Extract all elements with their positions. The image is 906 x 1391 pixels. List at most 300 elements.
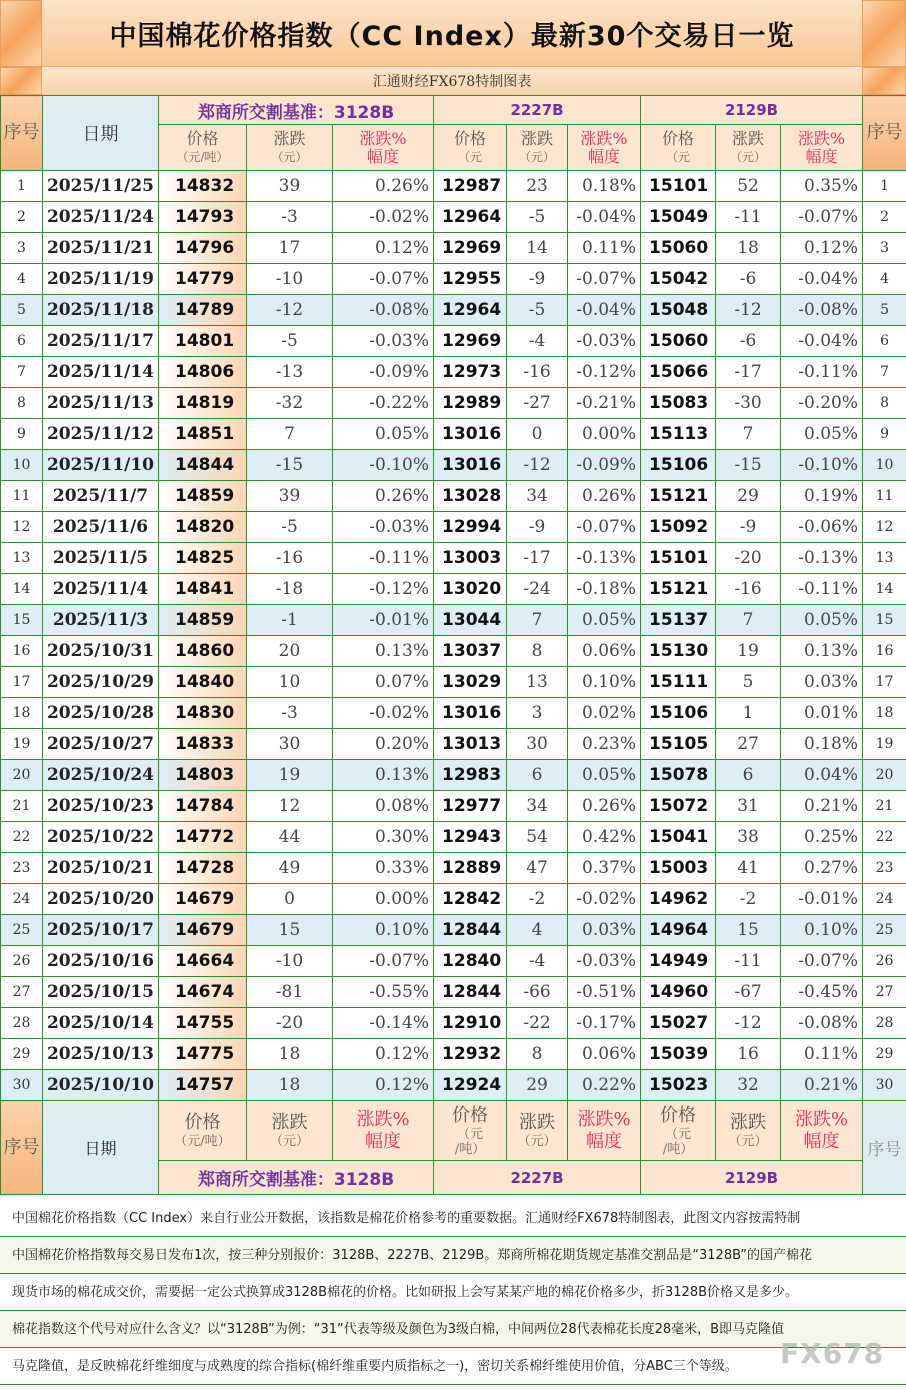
row-date: 2025/11/7 [43,481,159,512]
header-group-3128b: 郑商所交割基准：3128B [159,96,434,125]
price-3128b: 14806 [159,357,247,388]
row-seq: 5 [1,295,43,326]
price-3128b: 14775 [159,1039,247,1070]
price-3128b: 14789 [159,295,247,326]
pct-3128b: -0.08% [333,295,434,326]
change-2129b: 7 [716,419,781,450]
row-seq-right: 21 [863,791,906,822]
price-3128b: 14820 [159,512,247,543]
price-3128b: 14674 [159,977,247,1008]
table-row [1,915,906,946]
row-seq: 20 [1,760,43,791]
price-2227b: 12889 [434,853,507,884]
pct-2129b: 0.11% [781,1039,863,1070]
price-2227b: 13029 [434,667,507,698]
change-2129b: -6 [716,326,781,357]
change-2227b: 14 [507,233,568,264]
row-seq: 27 [1,977,43,1008]
change-2227b: -5 [507,202,568,233]
price-3128b: 14784 [159,791,247,822]
row-seq-right: 6 [863,326,906,357]
change-2227b: 13 [507,667,568,698]
row-seq: 6 [1,326,43,357]
price-2129b: 15092 [641,512,716,543]
price-2227b: 13003 [434,543,507,574]
pct-2227b: 0.11% [568,233,641,264]
row-date: 2025/11/12 [43,419,159,450]
pct-3128b: -0.11% [333,543,434,574]
table-row [1,357,906,388]
price-2129b: 15027 [641,1008,716,1039]
pct-2129b: 0.03% [781,667,863,698]
pct-2129b: 0.27% [781,853,863,884]
footer-price-2227b: 价格 （元 /吨） [434,1101,507,1161]
footer-seq-right: 序号 [863,1101,906,1195]
row-seq: 4 [1,264,43,295]
change-2227b: -12 [507,450,568,481]
change-3128b: 39 [247,481,333,512]
row-seq: 11 [1,481,43,512]
price-2129b: 14964 [641,915,716,946]
price-2227b: 12844 [434,915,507,946]
change-2227b: 23 [507,171,568,202]
table-row [1,822,906,853]
change-2227b: -17 [507,543,568,574]
change-2129b: 18 [716,233,781,264]
row-seq-right: 2 [863,202,906,233]
change-2129b: 15 [716,915,781,946]
pct-3128b: 0.12% [333,233,434,264]
pct-2129b: 0.05% [781,419,863,450]
pct-2129b: 0.05% [781,605,863,636]
pct-2129b: -0.04% [781,264,863,295]
change-2129b: 32 [716,1070,781,1101]
pct-3128b: -0.02% [333,202,434,233]
row-seq-right: 23 [863,853,906,884]
price-2129b: 15048 [641,295,716,326]
table-row [1,1070,906,1101]
table-row [1,450,906,481]
change-2227b: 47 [507,853,568,884]
pct-2129b: 0.13% [781,636,863,667]
row-date: 2025/11/21 [43,233,159,264]
pct-3128b: 0.05% [333,419,434,450]
header-pct-3128b: 涨跌% 幅度 [333,125,434,171]
header-pct-2129b: 涨跌% 幅度 [781,125,863,171]
footer-price-2129b: 价格 （元 /吨） [641,1101,716,1161]
price-3128b: 14772 [159,822,247,853]
watermark-logo: FX678 [780,1337,885,1370]
change-2227b: -16 [507,357,568,388]
change-3128b: -18 [247,574,333,605]
change-3128b: 49 [247,853,333,884]
price-2129b: 14949 [641,946,716,977]
pct-2227b: -0.09% [568,450,641,481]
price-2129b: 15101 [641,543,716,574]
row-seq-right: 14 [863,574,906,605]
note-line: 棉花指数这个代号对应什么含义？以“3128B”为例：“31”代表等级及颜色为3级白棉，中间两位28代表棉花长度28毫米，B即马克隆值 [0,1311,906,1348]
pct-2129b: 0.04% [781,760,863,791]
change-2227b: -66 [507,977,568,1008]
table-row [1,574,906,605]
header-group-2227b: 2227B [434,96,641,125]
table-row [1,481,906,512]
table-row [1,264,906,295]
price-2227b: 13020 [434,574,507,605]
pct-3128b: 0.12% [333,1039,434,1070]
row-date: 2025/11/10 [43,450,159,481]
price-2227b: 12932 [434,1039,507,1070]
change-2227b: 34 [507,791,568,822]
row-seq-right: 7 [863,357,906,388]
footer-group-2227b: 2227B [434,1161,641,1195]
pct-2227b: 0.02% [568,698,641,729]
row-date: 2025/10/31 [43,636,159,667]
pct-3128b: 0.08% [333,791,434,822]
change-3128b: 18 [247,1039,333,1070]
row-seq-right: 8 [863,388,906,419]
price-2129b: 15003 [641,853,716,884]
price-2129b: 14960 [641,977,716,1008]
footer-seq: 序号 [1,1101,43,1195]
price-2129b: 15106 [641,450,716,481]
change-3128b: 30 [247,729,333,760]
price-table [0,95,906,1195]
price-2227b: 12987 [434,171,507,202]
row-seq-right: 19 [863,729,906,760]
price-2129b: 15105 [641,729,716,760]
change-2129b: -67 [716,977,781,1008]
header-price-2129b: 价格 （元 [641,125,716,171]
change-2129b: 19 [716,636,781,667]
pct-2227b: -0.18% [568,574,641,605]
pct-2129b: -0.20% [781,388,863,419]
change-2227b: 3 [507,698,568,729]
pct-2129b: -0.08% [781,295,863,326]
price-2227b: 13016 [434,450,507,481]
note-line: 马克隆值，是反映棉花纤维细度与成熟度的综合指标(棉纤维重要内质指标之一)，密切关系棉纤维使用价值，分ABC三个等级。 [0,1348,906,1385]
table-row [1,512,906,543]
row-seq: 14 [1,574,43,605]
header-date: 日期 [43,96,159,171]
price-2129b: 15039 [641,1039,716,1070]
row-date: 2025/11/25 [43,171,159,202]
change-3128b: 19 [247,760,333,791]
footer-change-2227b: 涨跌 （元） [507,1101,568,1161]
header-change-3128b: 涨跌 （元） [247,125,333,171]
change-2129b: -9 [716,512,781,543]
change-3128b: -10 [247,264,333,295]
change-2129b: -12 [716,1008,781,1039]
price-2227b: 12840 [434,946,507,977]
price-3128b: 14793 [159,202,247,233]
table-row [1,977,906,1008]
row-seq-right: 1 [863,171,906,202]
pct-2227b: 0.05% [568,605,641,636]
row-date: 2025/10/24 [43,760,159,791]
row-date: 2025/10/27 [43,729,159,760]
footer-price-3128b: 价格 （元/吨） [159,1101,247,1161]
page-title: 中国棉花价格指数（CC Index）最新30个交易日一览 [42,0,862,67]
footer-group-3128b: 郑商所交割基准：3128B [159,1161,434,1195]
change-2129b: -30 [716,388,781,419]
price-3128b: 14833 [159,729,247,760]
row-date: 2025/11/17 [43,326,159,357]
change-3128b: -32 [247,388,333,419]
pct-2227b: 0.26% [568,481,641,512]
price-3128b: 14801 [159,326,247,357]
pct-3128b: 0.07% [333,667,434,698]
change-2129b: 27 [716,729,781,760]
corner-decoration-top-right [862,0,906,67]
price-3128b: 14755 [159,1008,247,1039]
table-row [1,295,906,326]
row-seq-right: 3 [863,233,906,264]
pct-2227b: 0.18% [568,171,641,202]
row-seq-right: 13 [863,543,906,574]
price-2129b: 15049 [641,202,716,233]
row-seq: 12 [1,512,43,543]
row-seq: 3 [1,233,43,264]
price-3128b: 14860 [159,636,247,667]
row-date: 2025/10/14 [43,1008,159,1039]
price-2227b: 12844 [434,977,507,1008]
footer-pct-2227b: 涨跌% 幅度 [568,1101,641,1161]
pct-2129b: 0.21% [781,1070,863,1101]
row-seq-right: 20 [863,760,906,791]
price-2227b: 12983 [434,760,507,791]
change-3128b: -3 [247,202,333,233]
price-3128b: 14819 [159,388,247,419]
pct-2227b: -0.07% [568,264,641,295]
pct-2227b: 0.05% [568,760,641,791]
row-seq-right: 24 [863,884,906,915]
row-seq: 19 [1,729,43,760]
note-line: 中国棉花价格指数（CC Index）来自行业公开数据，该指数是棉花价格参考的重要数据。汇通财经FX678特制图表，此图文内容按需特制 [0,1200,906,1237]
price-2227b: 12943 [434,822,507,853]
row-date: 2025/11/19 [43,264,159,295]
pct-3128b: -0.03% [333,512,434,543]
row-seq-right: 30 [863,1070,906,1101]
change-2227b: 6 [507,760,568,791]
table-row [1,667,906,698]
change-3128b: -15 [247,450,333,481]
footer-change-3128b: 涨跌 （元） [247,1101,333,1161]
price-2227b: 12955 [434,264,507,295]
pct-2129b: -0.06% [781,512,863,543]
pct-2227b: -0.51% [568,977,641,1008]
change-3128b: 18 [247,1070,333,1101]
change-2129b: 41 [716,853,781,884]
pct-2227b: 0.00% [568,419,641,450]
change-2227b: 7 [507,605,568,636]
price-3128b: 14679 [159,884,247,915]
pct-3128b: -0.14% [333,1008,434,1039]
price-2129b: 15137 [641,605,716,636]
pct-2129b: 0.18% [781,729,863,760]
price-2129b: 15111 [641,667,716,698]
price-3128b: 14840 [159,667,247,698]
price-2227b: 13016 [434,698,507,729]
pct-2227b: 0.26% [568,791,641,822]
change-3128b: 10 [247,667,333,698]
row-seq: 8 [1,388,43,419]
table-row [1,1008,906,1039]
price-3128b: 14679 [159,915,247,946]
pct-3128b: -0.22% [333,388,434,419]
row-seq: 13 [1,543,43,574]
pct-2227b: -0.12% [568,357,641,388]
change-2227b: -4 [507,946,568,977]
pct-2129b: 0.25% [781,822,863,853]
change-2129b: 16 [716,1039,781,1070]
row-seq: 23 [1,853,43,884]
price-3128b: 14841 [159,574,247,605]
pct-2227b: 0.10% [568,667,641,698]
price-3128b: 14830 [159,698,247,729]
row-seq-right: 22 [863,822,906,853]
change-2227b: 0 [507,419,568,450]
change-3128b: 15 [247,915,333,946]
pct-2129b: 0.21% [781,791,863,822]
price-2129b: 15101 [641,171,716,202]
pct-2227b: -0.04% [568,202,641,233]
row-date: 2025/10/10 [43,1070,159,1101]
row-seq-right: 25 [863,915,906,946]
price-3128b: 14779 [159,264,247,295]
change-2129b: 31 [716,791,781,822]
pct-3128b: -0.55% [333,977,434,1008]
change-3128b: 0 [247,884,333,915]
row-seq-right: 5 [863,295,906,326]
footer-pct-2129b: 涨跌% 幅度 [781,1101,863,1161]
row-seq: 25 [1,915,43,946]
change-2129b: -20 [716,543,781,574]
price-2227b: 13016 [434,419,507,450]
row-date: 2025/11/24 [43,202,159,233]
price-3128b: 14844 [159,450,247,481]
pct-3128b: -0.07% [333,946,434,977]
table-row [1,202,906,233]
pct-2129b: -0.10% [781,450,863,481]
pct-2227b: -0.03% [568,326,641,357]
pct-3128b: -0.12% [333,574,434,605]
pct-2227b: 0.06% [568,636,641,667]
row-seq: 9 [1,419,43,450]
header-price-3128b: 价格 （元/吨） [159,125,247,171]
row-date: 2025/10/15 [43,977,159,1008]
header-seq: 序号 [1,96,43,171]
footer-date: 日期 [43,1101,159,1195]
price-2129b: 15066 [641,357,716,388]
price-2129b: 15078 [641,760,716,791]
change-2227b: -2 [507,884,568,915]
pct-3128b: 0.13% [333,636,434,667]
price-2227b: 12989 [434,388,507,419]
change-2227b: 8 [507,1039,568,1070]
row-seq: 18 [1,698,43,729]
price-2227b: 12994 [434,512,507,543]
chart-source-label: 汇通财经FX678特制图表 [42,67,862,95]
pct-2227b: 0.03% [568,915,641,946]
change-2227b: 8 [507,636,568,667]
table-row [1,388,906,419]
table-row [1,884,906,915]
row-date: 2025/10/17 [43,915,159,946]
note-line: 现货市场的棉花成交价，需要据一定公式换算成3128B棉花的价格。比如研报上会写某某产地的棉花价格多少，折3128B价格又是多少。 [0,1274,906,1311]
table-row [1,760,906,791]
row-seq: 1 [1,171,43,202]
pct-2129b: -0.07% [781,946,863,977]
price-3128b: 14664 [159,946,247,977]
price-3128b: 14803 [159,760,247,791]
pct-2227b: 0.22% [568,1070,641,1101]
row-date: 2025/11/14 [43,357,159,388]
table-row [1,419,906,450]
price-2129b: 15060 [641,326,716,357]
change-2227b: -4 [507,326,568,357]
row-seq-right: 4 [863,264,906,295]
price-2227b: 12842 [434,884,507,915]
pct-2227b: 0.42% [568,822,641,853]
pct-2129b: -0.04% [781,326,863,357]
footer-row-sub [1,1101,906,1161]
change-2227b: 30 [507,729,568,760]
change-3128b: -16 [247,543,333,574]
row-date: 2025/10/21 [43,853,159,884]
change-2227b: -27 [507,388,568,419]
change-2227b: 29 [507,1070,568,1101]
pct-3128b: 0.30% [333,822,434,853]
pct-2227b: -0.21% [568,388,641,419]
table-row [1,605,906,636]
pct-2227b: -0.07% [568,512,641,543]
footer-pct-3128b: 涨跌% 幅度 [333,1101,434,1161]
pct-3128b: 0.26% [333,171,434,202]
price-2129b: 15060 [641,233,716,264]
change-3128b: -1 [247,605,333,636]
pct-2129b: 0.10% [781,915,863,946]
row-seq: 17 [1,667,43,698]
corner-decoration-top-left [0,0,42,67]
change-3128b: -5 [247,512,333,543]
change-2129b: -11 [716,946,781,977]
header-change-2129b: 涨跌 （元） [716,125,781,171]
row-seq-right: 15 [863,605,906,636]
header-price-2227b: 价格 （元 [434,125,507,171]
row-date: 2025/11/5 [43,543,159,574]
row-seq: 24 [1,884,43,915]
row-date: 2025/10/20 [43,884,159,915]
row-seq: 26 [1,946,43,977]
row-seq: 7 [1,357,43,388]
row-seq: 29 [1,1039,43,1070]
row-seq: 21 [1,791,43,822]
change-2129b: 6 [716,760,781,791]
pct-2129b: -0.08% [781,1008,863,1039]
row-seq-right: 11 [863,481,906,512]
pct-2129b: 0.35% [781,171,863,202]
row-seq: 15 [1,605,43,636]
pct-3128b: 0.00% [333,884,434,915]
table-body [1,171,906,1101]
row-seq-right: 29 [863,1039,906,1070]
row-seq: 10 [1,450,43,481]
table-row [1,543,906,574]
header-row-group [1,96,906,125]
pct-2129b: 0.01% [781,698,863,729]
price-3128b: 14757 [159,1070,247,1101]
